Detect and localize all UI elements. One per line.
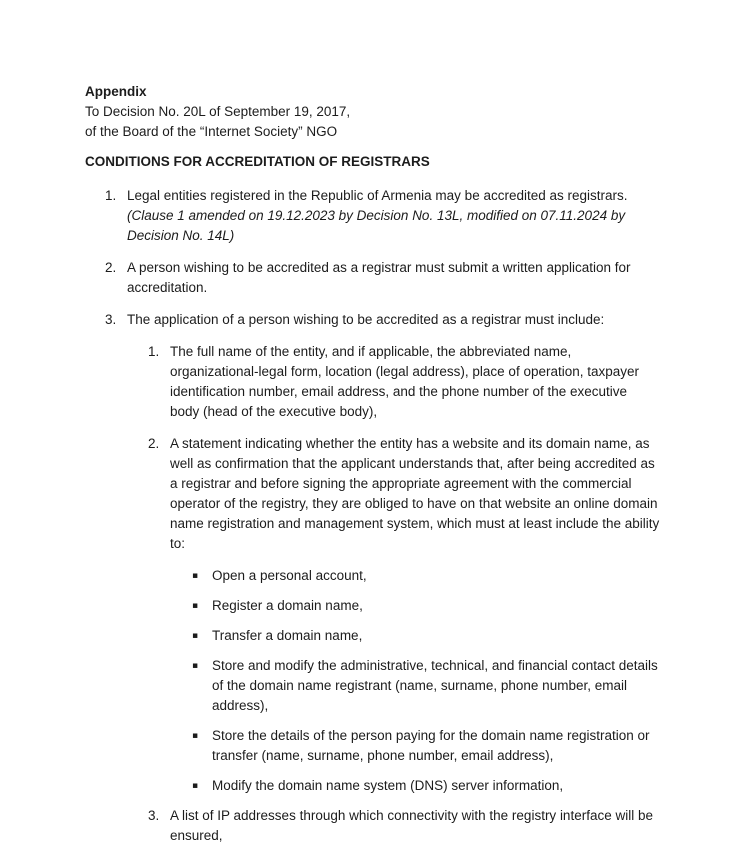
bullet-text: Store the details of the person paying for the domain name registration or transfer (name, surname, phone number, email address), — [212, 728, 650, 763]
bullet-item — [192, 656, 660, 716]
list-item-number: 3. — [105, 312, 117, 327]
sub-list-item-number: 1. — [148, 344, 160, 359]
bullet-text: Transfer a domain name, — [212, 628, 363, 643]
decision-line: To Decision No. 20L of September 19, 2017, — [85, 104, 351, 119]
bullet-square-icon: ▪ — [192, 571, 199, 581]
sub-list-item — [148, 806, 660, 846]
bullet-square-icon: ▪ — [192, 781, 199, 791]
bullet-square-icon: ▪ — [192, 631, 199, 641]
bullet-text: Register a domain name, — [212, 598, 363, 613]
appendix-header — [85, 82, 660, 142]
sub-list-item-number: 3. — [148, 808, 160, 823]
sub-list-item-number: 2. — [148, 436, 160, 451]
list-item-text: Legal entities registered in the Republic of Armenia may be accredited as registrars. — [127, 188, 628, 203]
bullet-item — [192, 776, 660, 796]
bullet-square-icon: ▪ — [192, 661, 199, 671]
list-item-text: The application of a person wishing to be accredited as a registrar must include: — [127, 312, 605, 327]
bullet-text: Open a personal account, — [212, 568, 367, 583]
list-item — [105, 186, 660, 246]
sub-list-item-text: A list of IP addresses through which connectivity with the registry interface will be ensured, — [170, 808, 653, 843]
bullet-text: Modify the domain name system (DNS) server information, — [212, 778, 564, 793]
bullet-text: Store and modify the administrative, technical, and financial contact details of the domain name registrant (name, surname, phone number, email address), — [212, 658, 658, 713]
list-item — [105, 310, 660, 330]
amendment-note: (Clause 1 amended on 19.12.2023 by Decision No. 13L, modified on 07.11.2024 by Decision No. 14L) — [127, 208, 626, 243]
list-item-text: A person wishing to be accredited as a registrar must submit a written application for accreditation. — [127, 260, 631, 295]
bullet-item — [192, 626, 660, 646]
sub-list-item-text: The full name of the entity, and if applicable, the abbreviated name, organizational-legal form, location (legal address), place of operation, taxpayer identification number, email address, and the phone number of the executive body (head of the executive body), — [170, 344, 640, 419]
sub-list-item-text: A statement indicating whether the entity has a website and its domain name, as well as confirmation that the applicant understands that, after being accredited as a registrar and before signing the appropriate agreement with the commercial operator of the registry, they are obliged to have on that website an online domain name registration and management system, which must at least include the ability to: — [170, 436, 660, 551]
bullet-item — [192, 596, 660, 616]
list-item-body — [127, 186, 660, 246]
list-item-number: 1. — [105, 188, 117, 203]
bullet-item — [192, 566, 660, 586]
document-title: CONDITIONS FOR ACCREDITATION OF REGISTRARS — [85, 154, 430, 169]
bullet-square-icon: ▪ — [192, 731, 199, 741]
appendix-label: Appendix — [85, 84, 147, 99]
list-item — [105, 258, 660, 298]
sub-list-item — [148, 342, 660, 422]
bullet-square-icon: ▪ — [192, 601, 199, 611]
board-line: of the Board of the “Internet Society” NGO — [85, 124, 338, 139]
list-item-number: 2. — [105, 260, 117, 275]
sub-list-item — [148, 434, 660, 554]
bullet-item — [192, 726, 660, 766]
